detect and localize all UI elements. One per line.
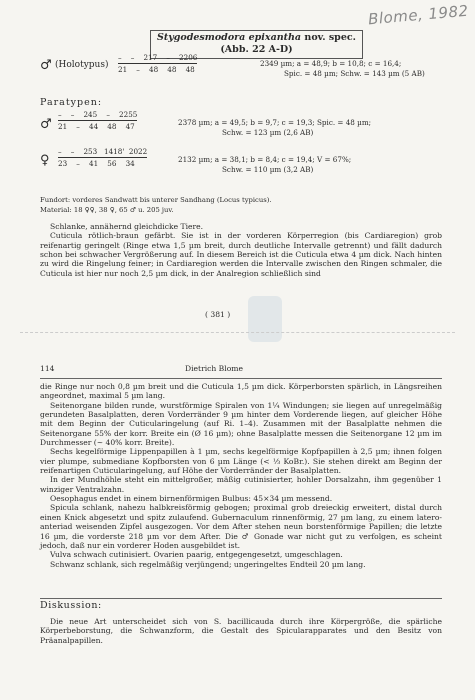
holotype-label: (Holotypus): [55, 60, 109, 70]
page2-body: [40, 382, 442, 569]
header-rule: [40, 378, 442, 379]
library-stamp: [248, 296, 282, 342]
male-symbol-holotype: ♂: [40, 58, 52, 73]
paragraph: die Ringe nur noch 0,8 µm breit und die Cuticula 1,5 µm dick. Körperborsten spärlich, in Längsreihen angeordnet, maximal 5 µm lang.: [40, 382, 442, 401]
paragraph: Oesophagus endet in einem birnenförmigen Bulbus: 45×34 µm messend.: [50, 494, 333, 504]
paragraph: Die neue Art unterscheidet sich von S. bacillicauda durch ihre Körpergröße, die spärliche Körperbeborstung, die Schwanzform, die Gestalt des Spicularapparates und den Besitz von Präanalpapillen.: [40, 617, 442, 645]
running-head: Dietrich Blome: [185, 364, 243, 373]
male-symbol-paratype: ♂: [40, 117, 52, 132]
discussion-body: [40, 617, 442, 645]
paratype-female-denominator: 23 – 41 56 34: [58, 159, 135, 168]
paragraph: Schwanz schlank, sich regelmäßig verjüngend; ungeringeltes Endteil 20 µm lang.: [50, 559, 366, 569]
paragraph: Schlanke, annähernd gleichdicke Tiere.: [50, 222, 204, 231]
species-suffix: nov. spec.: [304, 32, 356, 43]
paragraph: Vulva schwach cutinisiert. Ovarien paarig, entgegengesetzt, umgeschlagen.: [50, 550, 343, 560]
paragraph: Spicula schlank, nahezu halbkreisförmig gebogen; proximal grob dreieckig erweitert, distal durch einen Knick abgesetzt und spitz zulaufend. Gubernaculum rinnenförmig, 27 µm lang, zu einem latero-anteriad weisenden Zipfel ausgezogen. Vor dem After stehen neun borstenförmige Papillen; die letzte 16 µm, die vorderste 218 µm vor dem After. Die ♂ Gonade war nicht gut zu verfolgen, es scheint jedoch, daß nur ein vorderer Hoden ausgebildet ist.: [40, 503, 442, 550]
paratype-male-measurements-2: Schw. = 123 µm (2,6 AB): [222, 128, 314, 137]
section-heading: Diskussion:: [40, 600, 102, 611]
paratypes-heading: Paratypen:: [40, 97, 103, 108]
paratype-female-measurements-2: Schw. = 110 µm (3,2 AB): [222, 165, 314, 174]
female-symbol-paratype: ♀: [40, 153, 50, 168]
holotype-measurements-2: Spic. = 48 µm; Schw. = 143 µm (5 AB): [284, 69, 425, 78]
fraction-bar: [58, 157, 147, 158]
paratype-male-numerator: – – 245 – 2255: [58, 110, 138, 119]
page-divider: [20, 332, 455, 333]
paragraph: Sechs kegelförmige Lippenpapillen à 1 µm, sechs kegelförmige Kopfpapillen à 2,5 µm; ihnen folgen vier plumpe, submediane Kopfborsten von 6 µm Länge (< ⅓ KoBr.). Sie stehen direkt am Beginn der reifenartigen Cuticularingelung, auf Höhe der Vorderränder der Basalplatten.: [40, 447, 442, 476]
paragraph: In der Mundhöhle steht ein mittelgroßer, mäßig cutinisierter, hohler Dorsalzahn, ihm gegenüber 1 winziger Ventralzahn.: [40, 475, 442, 494]
page1-body: [40, 222, 442, 278]
paragraph: Cuticula rötlich-braun gefärbt. Sie ist in der vorderen Körperregion (bis Cardiaregion) grob reifenartig geringelt (Ringe etwa 1,5 µm breit, durch deutliche Intervalle getrennt) und fällt dadurch schon bei schwacher Vergrößerung auf. In diesem Bereich ist die Cuticula etwa 4 µm dick. Nach hinten zu wird die Ringelung feiner; in Cardiaregion werden die Intervalle zwischen den Ringen schmaler, die Cuticula ist hier nur noch 2,5 µm dick, in der Analregion schließlich sind: [40, 231, 442, 278]
section-rule: [40, 598, 442, 599]
fundort-line: Fundort: vorderes Sandwatt bis unterer Sandhang (Locus typicus).: [40, 196, 272, 204]
paratype-male-formula: [58, 110, 137, 131]
paratype-female-measurements-1: 2132 µm; a = 38,1; b = 8,4; c = 19,4; V = 67%;: [178, 155, 352, 164]
species-name: Stygodesmodora epixantha: [157, 32, 302, 43]
paragraph: Seitenorgane bilden runde, wurstförmige Spiralen von 1¼ Windungen; sie liegen auf unregelmäßig gerundeten Basalplatten, deren Vorderränder 9 µm hinter dem Vorderende liegen, auf gleicher Höhe mit dem Beginn der Cuticularingelung (auf Ri. 1–4). Zusammen mit der Basalplatte nehmen die Seitenorgane 55% der korr. Breite ein (Ø 16 µm); ohne Basalplatte messen die Seitenorgane 12 µm im Durchmesser (~ 40% korr. Breite).: [40, 400, 442, 448]
material-line: Material: 18 ♀♀, 38 ♀, 65 ♂ u. 205 juv.: [40, 206, 174, 214]
handwritten-note: Blome, 1982: [367, 1, 470, 29]
holotype-formula-numerator: – – 217 – 2206: [118, 53, 198, 62]
holotype-formula-denominator: 21 – 48 48 48: [118, 65, 195, 74]
paratype-male-denominator: 21 – 44 48 47: [58, 122, 135, 131]
holotype-measurements-1: 2349 µm; a = 48,9; b = 10,8; c = 16,4;: [260, 59, 402, 68]
page2-number: 114: [40, 364, 55, 373]
paratype-male-measurements-1: 2378 µm; a = 49,5; b = 9,7; c = 19,3; Spic. = 48 µm;: [178, 118, 372, 127]
fraction-bar: [118, 63, 197, 64]
paratype-female-formula: [58, 147, 147, 168]
figure-reference: (Abb. 22 A-D): [220, 44, 293, 55]
fraction-bar: [58, 120, 137, 121]
holotype-formula: [118, 53, 197, 74]
paratype-female-numerator: – – 253 1418' 2022: [58, 147, 148, 156]
page1-number: ( 381 ): [205, 310, 231, 319]
